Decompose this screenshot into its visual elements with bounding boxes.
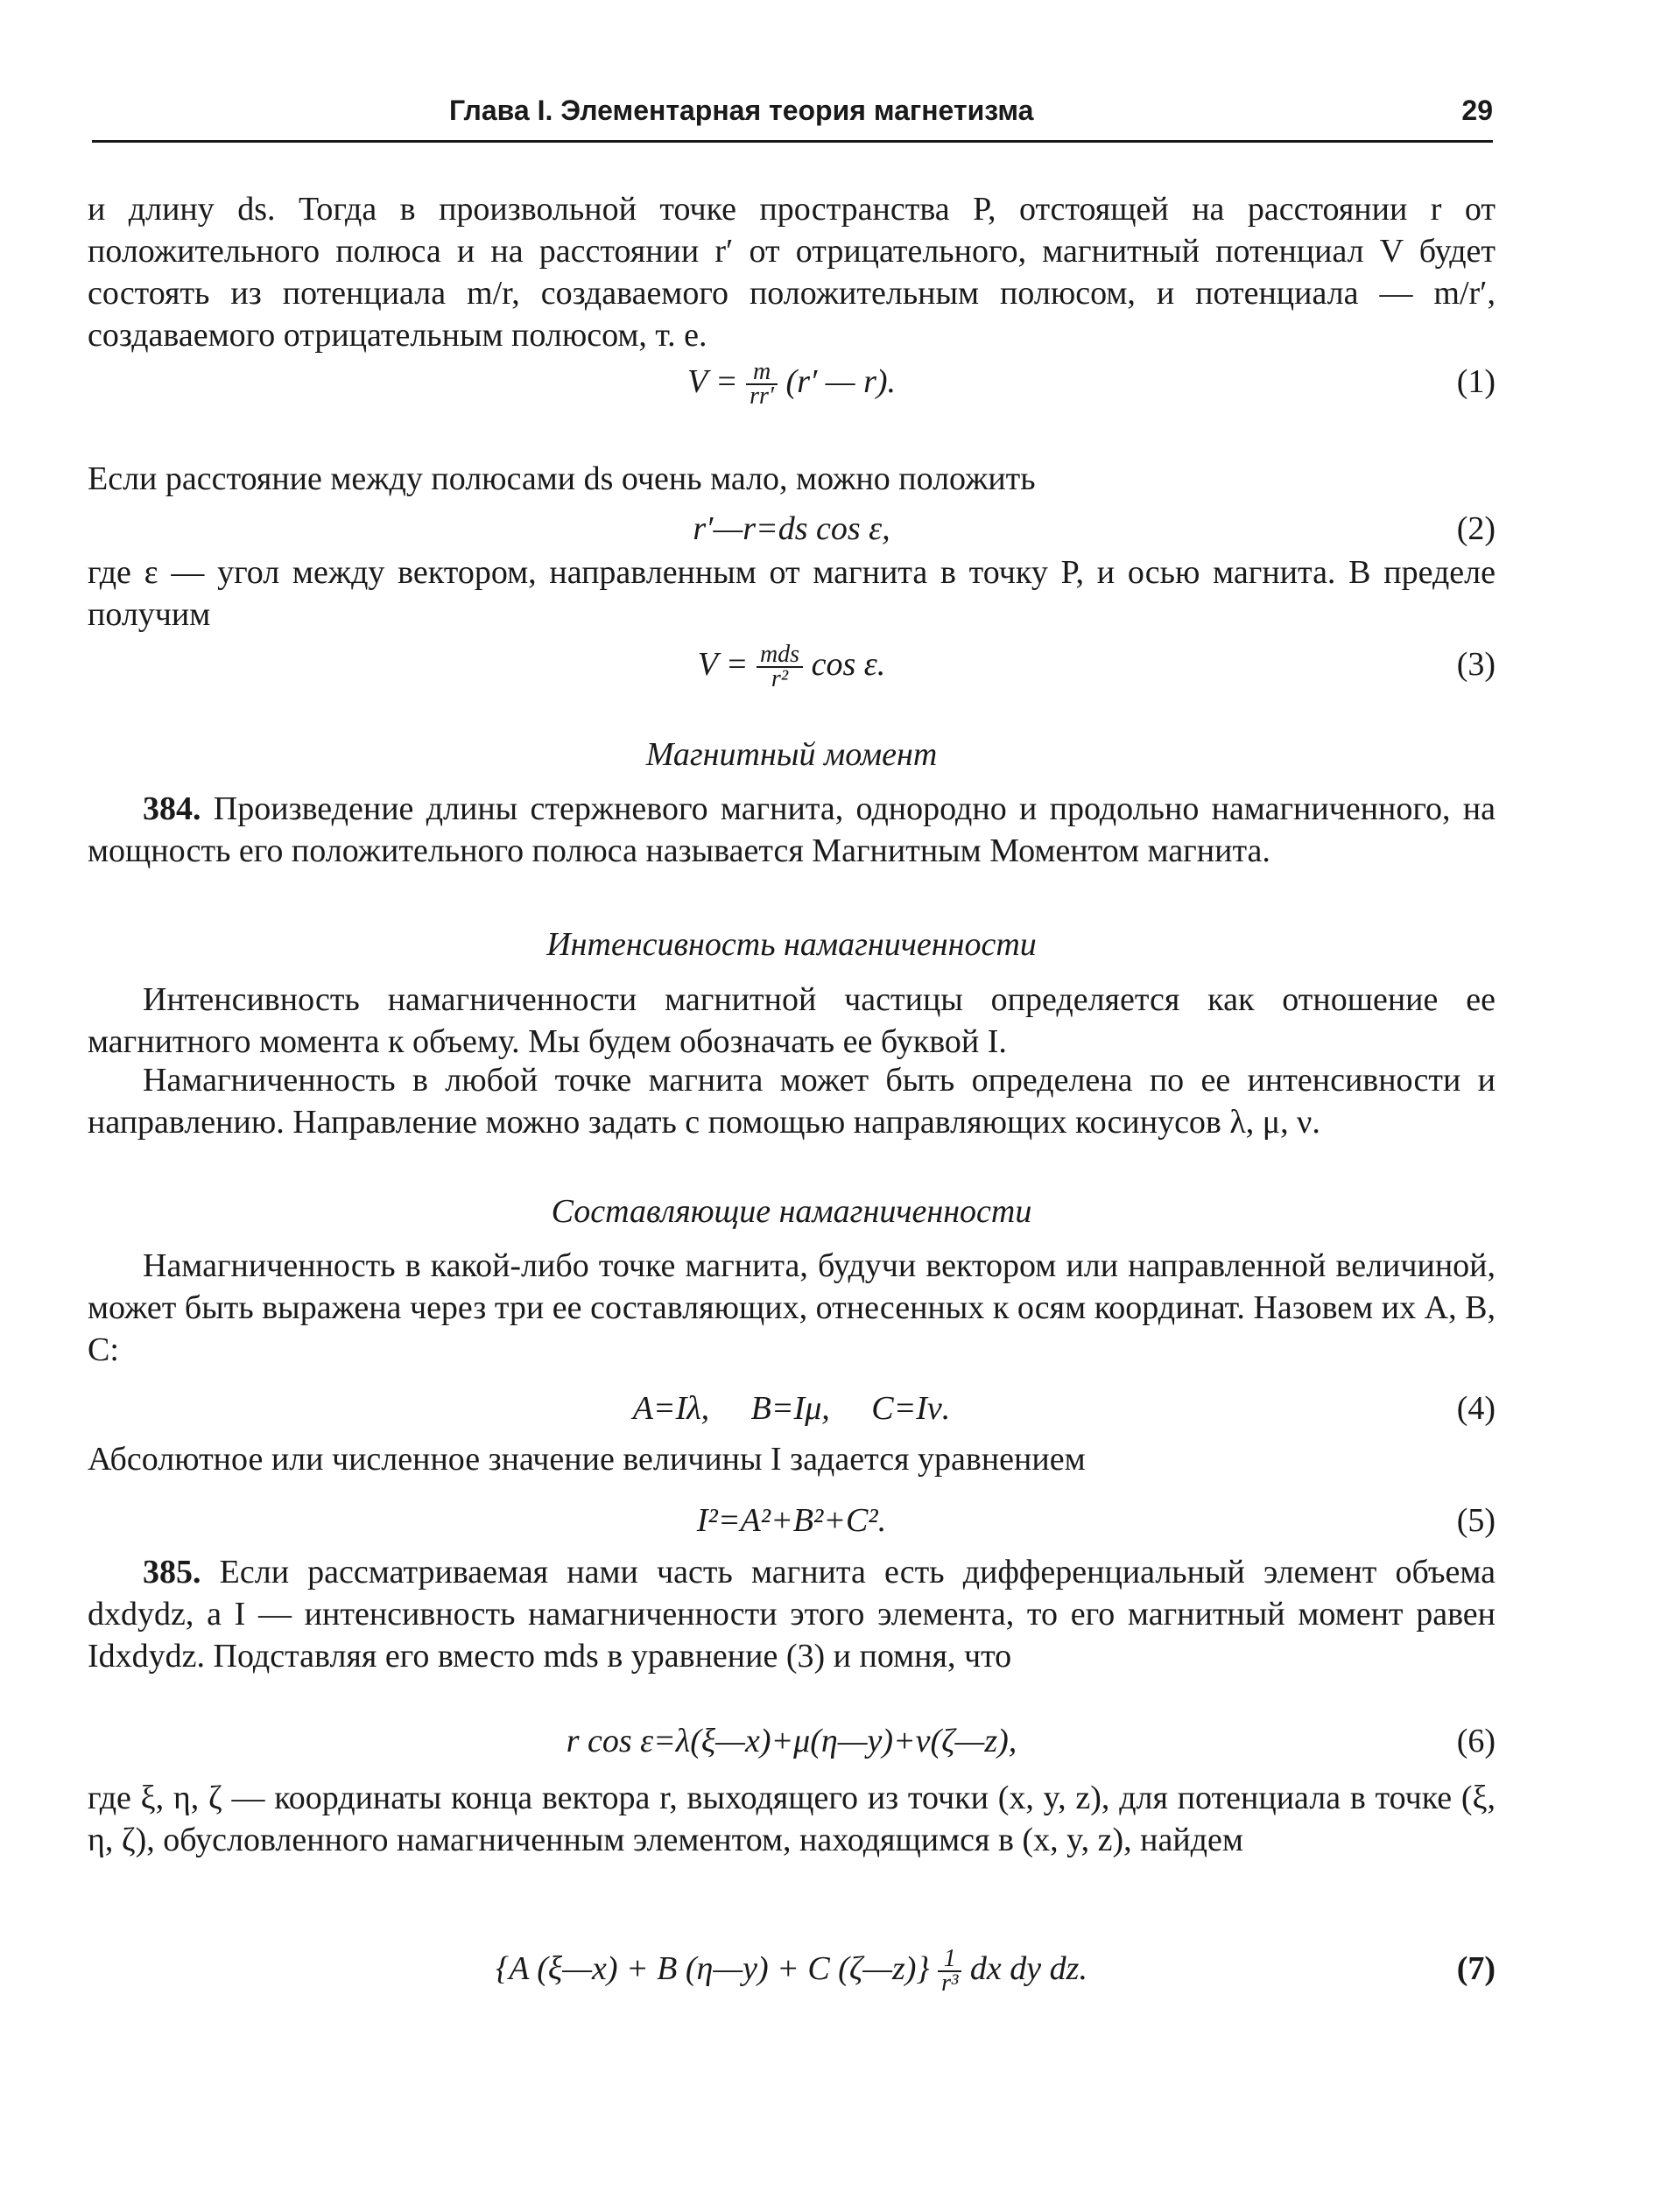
- equation-1-denominator: rr′: [750, 383, 775, 411]
- equation-7-number: (7): [1456, 1950, 1496, 1987]
- equation-6-formula: r cos ε=λ(ξ—x)+μ(η—y)+ν(ζ—z),: [566, 1723, 1017, 1759]
- equation-3-numerator: mds: [757, 643, 803, 668]
- equation-1-formula: [88, 358, 1496, 411]
- paragraph-6: Намагниченность в любой точке магнита может быть определена по ее интенсивности и направлению. Направление можно задать с помощью направляющих косинусов λ, μ, ν.: [88, 1062, 1496, 1141]
- equation-4-formula: A=Iλ, B=Iμ, C=Iν.: [632, 1390, 951, 1427]
- equation-3-denominator: r²: [771, 665, 789, 693]
- equation-3-formula: [88, 643, 1496, 691]
- equation-7-fraction: [938, 1945, 961, 1998]
- equation-3-fraction: [757, 643, 803, 691]
- equation-1-numerator: m: [746, 361, 778, 385]
- equation-7: [88, 1945, 1496, 2000]
- equation-1-fraction: [746, 358, 778, 411]
- equation-4: [88, 1387, 1496, 1440]
- equation-2-formula: r′—r=ds cos ε,: [693, 510, 890, 547]
- running-header: [92, 95, 1493, 137]
- paragraph-8: Абсолютное или численное значение величины I задается уравнением: [88, 1441, 1086, 1478]
- section-heading-components: Составляющие намагниченности: [551, 1193, 1032, 1230]
- equation-1-rhs: (r′ — r).: [785, 363, 897, 400]
- paragraph-10: где ξ, η, ζ — координаты конца вектора r, выходящего из точки (x, y, z), для потенциала в точке (ξ, η, ζ), обусловленного намагниченным элементом, находящимся в (x, y, z), найдем: [88, 1780, 1496, 1858]
- equation-1: [88, 358, 1496, 413]
- equation-3-rhs: cos ε.: [811, 646, 886, 683]
- equation-7-denominator: r³: [941, 1970, 959, 1998]
- paragraph-385: [88, 1551, 1496, 1677]
- paragraph-3: где ε — угол между вектором, направленным от магнита в точку P, и осью магнита. В пределе получим: [88, 554, 1496, 633]
- equation-3-lhs: V =: [697, 646, 749, 683]
- paragraph-384-text: Произведение длины стержневого магнита, однородно и продольно намагниченного, на мощность его положительного полюса называется Магнитным Моментом магнита.: [88, 790, 1496, 869]
- paragraph-384-number: 384.: [143, 790, 201, 827]
- equation-6-number: (6): [1456, 1723, 1496, 1759]
- paragraph-2: Если расстояние между полюсами ds очень мало, можно положить: [88, 460, 1036, 497]
- equation-4-number: (4): [1456, 1390, 1496, 1427]
- section-heading-magnetic-moment: Магнитный момент: [645, 736, 938, 773]
- equation-3: [88, 643, 1496, 696]
- header-rule: [92, 140, 1493, 143]
- equation-5-formula: I²=A²+B²+C².: [696, 1502, 887, 1539]
- paragraph-7: Намагниченность в какой-либо точке магнита, будучи вектором или направленной величиной, может быть выражена через три ее составляющих, отнесенных к осям координат. Назовем их A, B, C:: [88, 1247, 1496, 1368]
- page-number: 29: [1461, 95, 1493, 126]
- paragraph-384: [88, 788, 1496, 872]
- equation-5-number: (5): [1456, 1502, 1496, 1539]
- equation-3-number: (3): [1456, 646, 1496, 683]
- equation-7-lhs: {A (ξ—x) + B (η—y) + C (ζ—z)}: [496, 1950, 930, 1987]
- chapter-title: Глава I. Элементарная теория магнетизма: [449, 95, 1034, 126]
- equation-7-formula: [88, 1945, 1496, 1998]
- equation-7-numerator: 1: [938, 1948, 961, 1972]
- equation-1-number: (1): [1456, 363, 1496, 400]
- equation-2-number: (2): [1456, 510, 1496, 547]
- equation-7-rhs: dx dy dz.: [969, 1950, 1087, 1987]
- paragraph-385-number: 385.: [143, 1554, 201, 1591]
- equation-6: [88, 1720, 1496, 1773]
- paragraph-385-text: Если рассматриваемая нами часть магнита есть дифференциальный элемент объема dxdydz, а I — интенсивность намагниченности этого элемента, то его магнитный момент равен Idxdydz. Подставляя его вместо mds в уравнение (3) и помня, что: [88, 1554, 1496, 1675]
- paragraph-5: Интенсивность намагниченности магнитной частицы определяется как отношение ее магнитного момента к объему. Мы будем обозначать ее буквой I.: [88, 981, 1496, 1060]
- equation-5: [88, 1499, 1496, 1552]
- section-heading-intensity: Интенсивность намагниченности: [546, 926, 1037, 963]
- equation-1-lhs: V =: [686, 363, 738, 400]
- paragraph-1: и длину ds. Тогда в произвольной точке пространства P, отстоящей на расстоянии r от положительного полюса и на расстоянии r′ от отрицательного, магнитный потенциал V будет состоять из потенциала m/r, создаваемого положительным полюсом, и потенциала — m/r′, создаваемого отрицательным полюсом, т. е.: [88, 191, 1496, 354]
